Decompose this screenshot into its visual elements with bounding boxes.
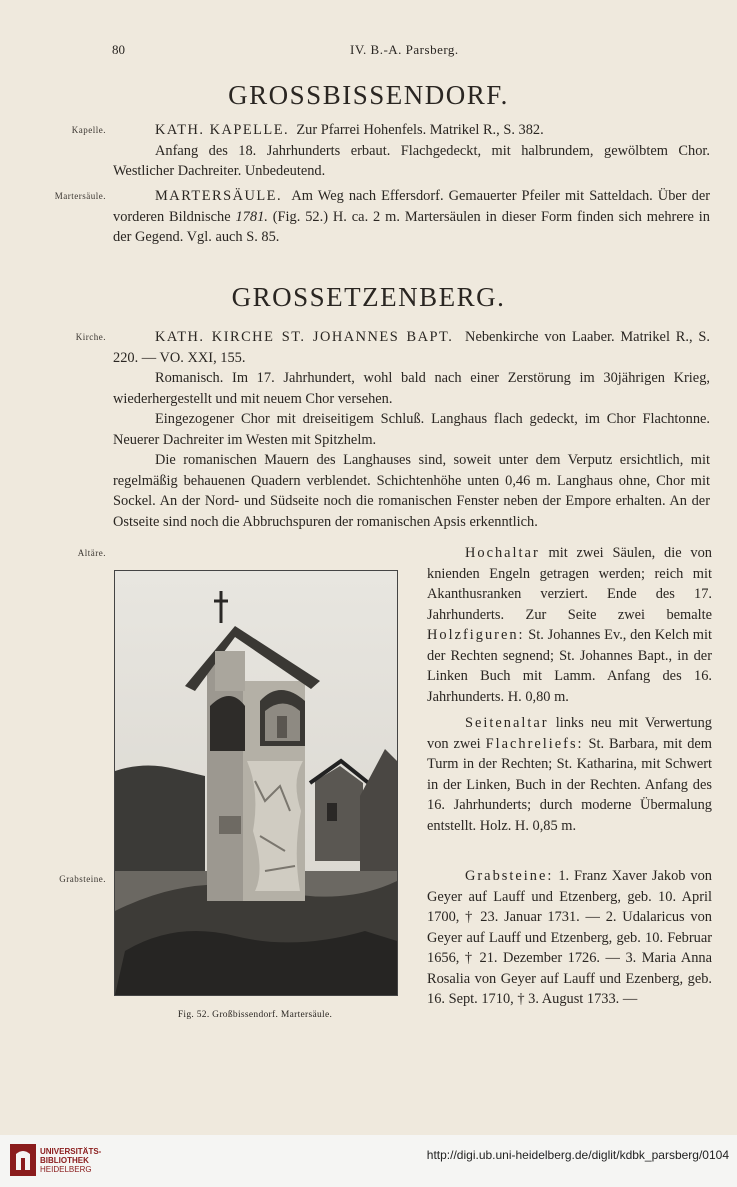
- grabsteine-column: [427, 866, 712, 1010]
- logo-line-3: HEIDELBERG: [40, 1165, 92, 1174]
- holzfiguren-text: St. Johannes Ev., den Kelch mit der Rechten segnend; St. Johannes Bapt., in der Linken Buch mit Lamm. Anfang des 16. Jahrhunderts. H. 0,80 m.: [427, 627, 712, 705]
- section-title-grossbissendorf: GROSSBISSENDORF.: [228, 80, 509, 110]
- section-title-grossetzenberg: GROSSETZENBERG.: [231, 282, 506, 312]
- kirche-lead: KATH. KIRCHE ST. JOHANNES BAPT.: [155, 329, 454, 345]
- flachreliefs-lead: Flachreliefs:: [485, 735, 584, 752]
- kapelle-line1: Zur Pfarrei Hohenfels. Matrikel R., S. 382.: [296, 122, 544, 138]
- grabsteine-text: 1. Franz Xaver Jakob von Geyer auf Lauff und Etzenberg, geb. 10. April 1700, † 23. Januar 1731. — 2. Udalaricus von Geyer auf Lauff und Etzenberg, geb. 10. Februar 1656, † 21. Dezember 1726. — 3. Maria Anna Rosalia von Geyer auf Lauff und Ezenberg, geb. 16. Sept. 1710, † 3. August 1733. —: [427, 868, 713, 1007]
- seitenaltar-text: links neu mit Verwertung von zwei: [427, 715, 712, 752]
- kirche-paragraph-1: Romanisch. Im 17. Jahrhundert, wohl bald nach einer Zerstörung im 30jährigen Krieg, wiederhergestellt und mit neuem Chor versehen.: [113, 370, 710, 407]
- kirche-paragraph-3: Die romanischen Mauern des Langhauses sind, soweit unter dem Verputz ersichtlich, mit regelmäßig behauenen Quadern verblendet. Schichtenhöhe unten 0,46 m. Langhaus ohne, Chor mit Sockel. An der Nord- und Südseite noch die romanischen Fenster neben der Empore erhalten. An der Ostseite sind noch die Abbruchspuren der romanischen Apsis erkenntlich.: [113, 452, 710, 530]
- flachreliefs-text: St. Barbara, mit dem Turm in der Rechten; St. Katharina, mit Schwert in der Linken, Buch in der Rechten. Anfang des 16. Jahrhunderts; durch moderne Übermalung entstellt. Holz. H. 0,85 m.: [427, 735, 712, 834]
- logo-line-1: UNIVERSITÄTS-: [40, 1147, 102, 1156]
- hochaltar-text: mit zwei Säulen, die von knienden Engeln getragen werden; reich mit Akanthusranken verziert. Ende des 17. Jahrhunderts. Zur Seite zwei bemalte: [427, 545, 712, 623]
- hochaltar-lead: Hochaltar: [465, 545, 540, 561]
- kapelle-entry: [113, 120, 710, 182]
- martersaeule-text: Am Weg nach Effersdorf. Gemauerter Pfeiler mit Satteldach. Über der vorderen Bildnische: [113, 188, 710, 225]
- running-header: [0, 42, 737, 62]
- margin-label-grabsteine: Grabsteine.: [59, 874, 106, 884]
- figure-caption: Fig. 52. Großbissendorf. Martersäule.: [177, 1010, 333, 1020]
- margin-label-kapelle: Kapelle.: [71, 125, 106, 135]
- kirche-paragraph-2: Eingezogener Chor mit dreiseitigem Schluß. Langhaus flach gedeckt, im Chor Flachtonne. Neuerer Dachreiter im Westen mit Spitzhelm.: [113, 411, 710, 448]
- viewer-footer: [0, 1135, 737, 1187]
- running-title: IV. B.-A. Parsberg.: [350, 42, 459, 57]
- heidelberg-logo-icon: [10, 1144, 36, 1176]
- holzfiguren-lead: Holzfiguren:: [427, 627, 525, 643]
- page-number: 80: [112, 42, 125, 57]
- martersaeule-lead: MARTERSÄULE.: [155, 188, 283, 204]
- seitenaltar-lead: Seitenaltar: [465, 715, 549, 731]
- margin-label-kirche: Kirche.: [75, 332, 106, 342]
- margin-label-altaere: Altäre.: [77, 548, 106, 558]
- altaere-column: [427, 543, 712, 836]
- permalink-url[interactable]: http://digi.ub.uni-heidelberg.de/diglit/kdbk_parsberg/0104: [426, 1148, 729, 1162]
- grabsteine-lead: Grabsteine:: [465, 868, 554, 884]
- martersaeule-text2: (Fig. 52.) H. ca. 2 m. Martersäulen in dieser Form finden sich mehrere in der Gegend. Vgl. auch S. 85.: [113, 208, 710, 245]
- martersaeule-year: 1781.: [235, 208, 268, 225]
- martersaeule-photo: [115, 571, 397, 995]
- margin-label-martersaeule: Martersäule.: [54, 191, 106, 201]
- kirche-line1: Nebenkirche von Laaber. Matrikel R., S. 220. — VO. XXI, 155.: [113, 329, 711, 366]
- library-logo-text: [40, 1147, 101, 1174]
- logo-line-2: BIBLIOTHEK: [40, 1156, 89, 1165]
- kirche-entry: [113, 327, 710, 532]
- martersaeule-entry: [113, 186, 710, 248]
- figure-photograph: [114, 570, 398, 996]
- kapelle-description: Anfang des 18. Jahrhunderts erbaut. Flachgedeckt, mit halbrundem, gewölbtem Chor. Westlicher Dachreiter. Unbedeutend.: [113, 142, 710, 179]
- kapelle-lead: KATH. KAPELLE.: [155, 122, 290, 138]
